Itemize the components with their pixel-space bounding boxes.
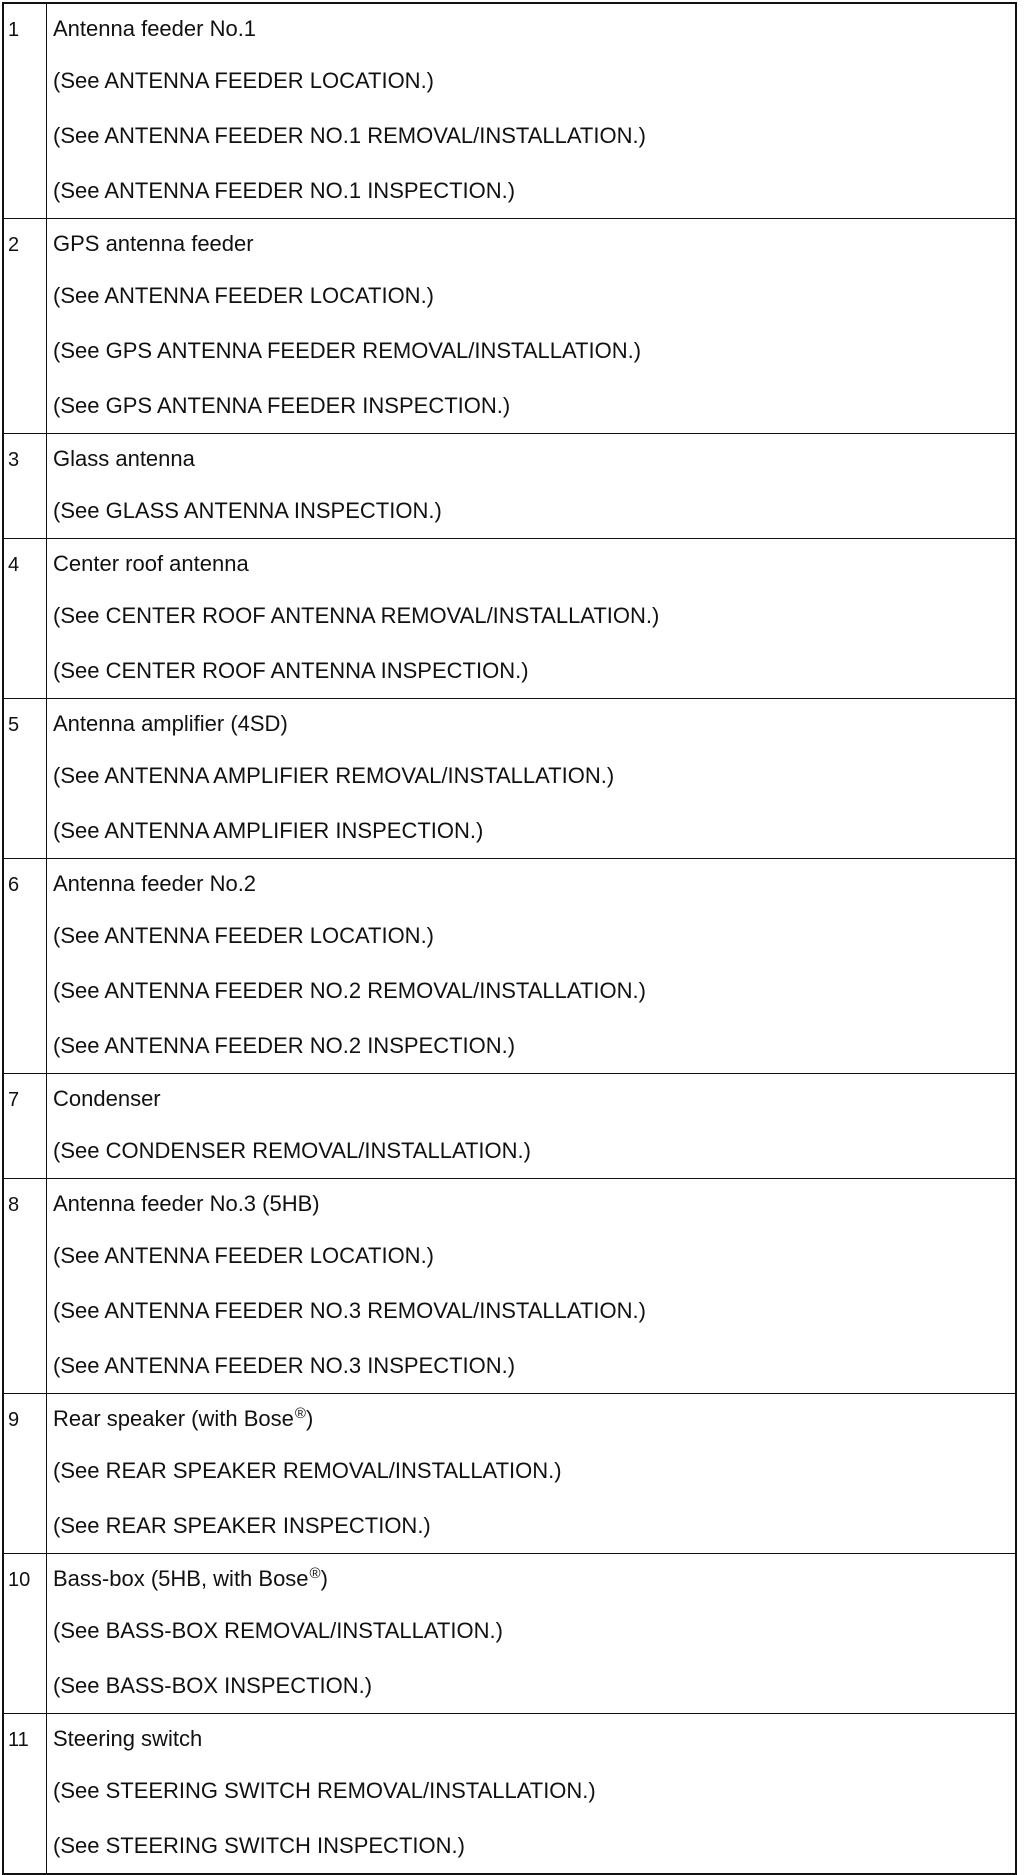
item-number: 3 — [8, 449, 20, 471]
item-description-cell — [47, 1179, 1017, 1394]
item-number: 2 — [8, 234, 20, 256]
table-row — [3, 1074, 1016, 1179]
reference-link[interactable]: (See REAR SPEAKER INSPECTION.) — [53, 1513, 431, 1538]
item-title-line — [47, 1554, 1015, 1603]
item-title: Antenna feeder No.1 — [53, 16, 257, 41]
item-number-cell — [3, 1554, 47, 1714]
item-number-cell — [3, 434, 47, 539]
table-row — [3, 699, 1016, 859]
reference-link[interactable]: (See ANTENNA FEEDER LOCATION.) — [53, 923, 435, 948]
item-title: Bass-box (5HB, with Bose — [53, 1566, 309, 1591]
reference-link[interactable]: (See ANTENNA FEEDER LOCATION.) — [53, 1243, 435, 1268]
item-title: Glass antenna — [53, 446, 195, 471]
item-description-cell — [47, 1394, 1017, 1554]
parts-table-body — [3, 3, 1016, 1874]
item-title-line — [47, 434, 1015, 483]
reference-link[interactable]: (See ANTENNA FEEDER NO.1 REMOVAL/INSTALLATION.) — [53, 123, 646, 148]
item-title: Condenser — [53, 1086, 161, 1111]
item-description-cell — [47, 1554, 1017, 1714]
item-description-cell — [47, 539, 1017, 699]
parts-reference-table — [2, 2, 1017, 1875]
item-title: Antenna amplifier (4SD) — [53, 711, 288, 736]
reference-link[interactable]: (See ANTENNA AMPLIFIER REMOVAL/INSTALLATION.) — [53, 763, 615, 788]
item-title-line — [47, 1394, 1015, 1443]
registered-trademark-mark: ® — [309, 1565, 321, 1582]
item-description-cell — [47, 434, 1017, 539]
item-description-cell — [47, 219, 1017, 434]
item-number: 10 — [8, 1569, 31, 1591]
item-title-line — [47, 539, 1015, 588]
item-number: 5 — [8, 714, 20, 736]
reference-link[interactable]: (See ANTENNA AMPLIFIER INSPECTION.) — [53, 818, 484, 843]
table-row — [3, 1714, 1016, 1875]
reference-link[interactable]: (See CENTER ROOF ANTENNA INSPECTION.) — [53, 658, 529, 683]
table-row — [3, 1179, 1016, 1394]
item-number-cell — [3, 1179, 47, 1394]
item-number-cell — [3, 3, 47, 219]
item-number: 11 — [8, 1729, 29, 1751]
item-number-cell — [3, 859, 47, 1074]
table-row — [3, 1394, 1016, 1554]
item-description-cell — [47, 1714, 1017, 1875]
reference-link[interactable]: (See ANTENNA FEEDER NO.3 REMOVAL/INSTALLATION.) — [53, 1298, 646, 1323]
item-title: Center roof antenna — [53, 551, 249, 576]
reference-link[interactable]: (See GPS ANTENNA FEEDER REMOVAL/INSTALLATION.) — [53, 338, 642, 363]
item-title: Antenna feeder No.3 (5HB) — [53, 1191, 320, 1216]
item-number-cell — [3, 539, 47, 699]
item-number: 7 — [8, 1089, 20, 1111]
item-number: 8 — [8, 1194, 20, 1216]
table-row — [3, 859, 1016, 1074]
item-description-cell — [47, 1074, 1017, 1179]
item-title: Steering switch — [53, 1726, 203, 1751]
reference-link[interactable]: (See STEERING SWITCH REMOVAL/INSTALLATION.) — [53, 1778, 596, 1803]
parts-reference-sheet — [2, 2, 1017, 1875]
reference-link[interactable]: (See ANTENNA FEEDER LOCATION.) — [53, 68, 435, 93]
table-row — [3, 3, 1016, 219]
item-description-cell — [47, 699, 1017, 859]
table-row — [3, 219, 1016, 434]
reference-link[interactable]: (See STEERING SWITCH INSPECTION.) — [53, 1833, 465, 1858]
item-title-line — [47, 699, 1015, 748]
reference-link[interactable]: (See BASS-BOX REMOVAL/INSTALLATION.) — [53, 1618, 503, 1643]
item-number-cell — [3, 1714, 47, 1875]
item-title-end: ) — [305, 1406, 314, 1431]
item-number: 9 — [8, 1409, 20, 1431]
reference-link[interactable]: (See CONDENSER REMOVAL/INSTALLATION.) — [53, 1138, 531, 1163]
registered-trademark-mark: ® — [294, 1405, 306, 1422]
reference-link[interactable]: (See GLASS ANTENNA INSPECTION.) — [53, 498, 442, 523]
item-title-line — [47, 4, 1015, 53]
item-number-cell — [3, 699, 47, 859]
reference-link[interactable]: (See CENTER ROOF ANTENNA REMOVAL/INSTALLATION.) — [53, 603, 660, 628]
item-title-line — [47, 219, 1015, 268]
item-number: 1 — [8, 19, 20, 41]
reference-link[interactable]: (See ANTENNA FEEDER LOCATION.) — [53, 283, 435, 308]
reference-link[interactable]: (See ANTENNA FEEDER NO.2 REMOVAL/INSTALLATION.) — [53, 978, 646, 1003]
item-title-line — [47, 1714, 1015, 1763]
item-title-line — [47, 1074, 1015, 1123]
item-title-line — [47, 859, 1015, 908]
item-number: 6 — [8, 874, 20, 896]
reference-link[interactable]: (See BASS-BOX INSPECTION.) — [53, 1673, 373, 1698]
item-title: GPS antenna feeder — [53, 231, 254, 256]
item-title-line — [47, 1179, 1015, 1228]
item-title-end: ) — [320, 1566, 328, 1591]
item-number-cell — [3, 219, 47, 434]
item-number-cell — [3, 1394, 47, 1554]
reference-link[interactable]: (See ANTENNA FEEDER NO.3 INSPECTION.) — [53, 1353, 516, 1378]
reference-link[interactable]: (See ANTENNA FEEDER NO.2 INSPECTION.) — [53, 1033, 516, 1058]
reference-link[interactable]: (See GPS ANTENNA FEEDER INSPECTION.) — [53, 393, 511, 418]
reference-link[interactable]: (See REAR SPEAKER REMOVAL/INSTALLATION.) — [53, 1458, 562, 1483]
table-row — [3, 539, 1016, 699]
table-row — [3, 1554, 1016, 1714]
item-title: Antenna feeder No.2 — [53, 871, 257, 896]
table-row — [3, 434, 1016, 539]
item-number-cell — [3, 1074, 47, 1179]
reference-link[interactable]: (See ANTENNA FEEDER NO.1 INSPECTION.) — [53, 178, 516, 203]
item-description-cell — [47, 859, 1017, 1074]
item-description-cell — [47, 3, 1017, 219]
item-title: Rear speaker (with Bose — [53, 1406, 294, 1431]
item-number: 4 — [8, 554, 20, 576]
